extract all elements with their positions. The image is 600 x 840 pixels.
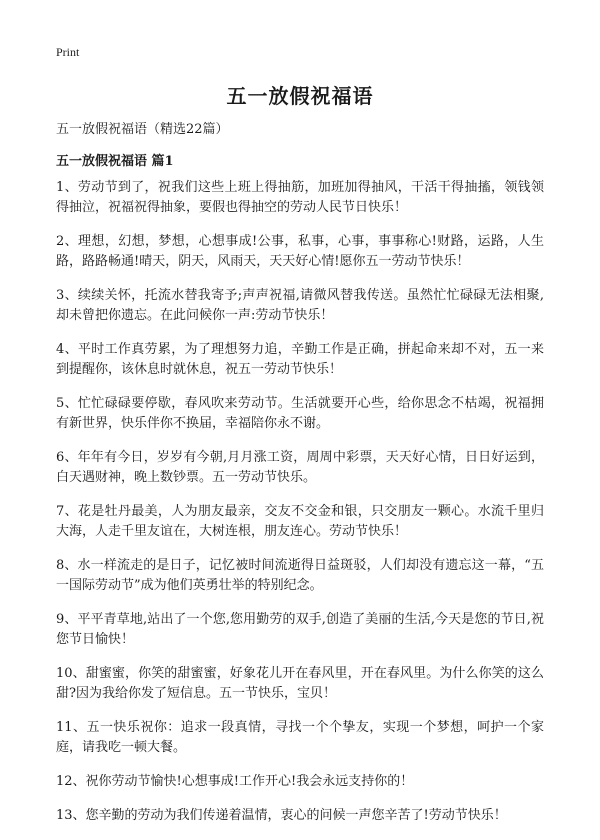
- paragraph: 13、您辛勤的劳动为我们传递着温情，衷心的问候一声您辛苦了!劳动节快乐！: [56, 808, 507, 823]
- paragraph: 11、五一快乐祝你：追求一段真情，寻找一个个挚友，实现一个梦想，呵护一个家庭，请我吃一顿大餐。: [56, 720, 544, 755]
- paragraph: 2、理想，幻想，梦想，心想事成!公事，私事，心事，事事称心!财路，运路，人生路，路路畅通!晴天，阴天，风雨天，天天好心情!愿你五一劳动节快乐！: [56, 234, 544, 269]
- paragraph: 1、劳动节到了，祝我们这些上班上得抽筋，加班加得抽风，干活干得抽搐，领钱领得抽泣，祝福祝得抽象，要假也得抽空的劳动人民节日快乐！: [56, 180, 544, 215]
- page-title: 五一放假祝福语: [226, 84, 374, 108]
- paragraph: 4、平时工作真劳累，为了理想努力追，辛勤工作是正确，拼起命来却不对，五一来到提醒你，该休息时就休息，祝五一劳动节快乐！: [56, 342, 544, 377]
- paragraph-list: [56, 178, 544, 840]
- print-link[interactable]: Print: [56, 45, 80, 59]
- paragraph: 12、祝你劳动节愉快!心想事成!工作开心!我会永远支持你的！: [56, 774, 414, 789]
- article-subtitle: 五一放假祝福语（精选22篇）: [56, 122, 229, 137]
- paragraph: 10、甜蜜蜜，你笑的甜蜜蜜，好象花儿开在春风里，开在春风里。为什么你笑的这么甜?因为我给你发了短信息。五一节快乐，宝贝！: [56, 666, 544, 701]
- paragraph: 3、续续关怀，托流水替我寄予;声声祝福,请微风替我传送。虽然忙忙碌碌无法相聚,却未曾把你遗忘。在此问候你一声:劳动节快乐！: [56, 288, 544, 323]
- paragraph: 6、年年有今日，岁岁有今朝,月月涨工资，周周中彩票，天天好心情，日日好运到，白天遇财神，晚上数钞票。五一劳动节快乐。: [56, 450, 544, 485]
- paragraph: 8、水一样流走的是日子，记忆被时间流逝得日益斑驳，人们却没有遗忘这一幕，“五一国际劳动节”成为他们英勇壮举的特别纪念。: [56, 558, 544, 593]
- paragraph: 7、花是牡丹最美，人为朋友最亲，交友不交金和银，只交朋友一颗心。水流千里归大海，人走千里友谊在，大树连根，朋友连心。劳动节快乐！: [56, 504, 544, 539]
- paragraph: 9、平平青草地,站出了一个您,您用勤劳的双手,创造了美丽的生活,今天是您的节日,祝您节日愉快！: [56, 612, 544, 647]
- paragraph: 5、忙忙碌碌要停歇，春风吹来劳动节。生活就要开心些，给你思念不枯竭，祝福拥有新世界，快乐伴你不换届，幸福陪你永不谢。: [56, 396, 544, 431]
- section-heading: 五一放假祝福语 篇1: [56, 154, 174, 169]
